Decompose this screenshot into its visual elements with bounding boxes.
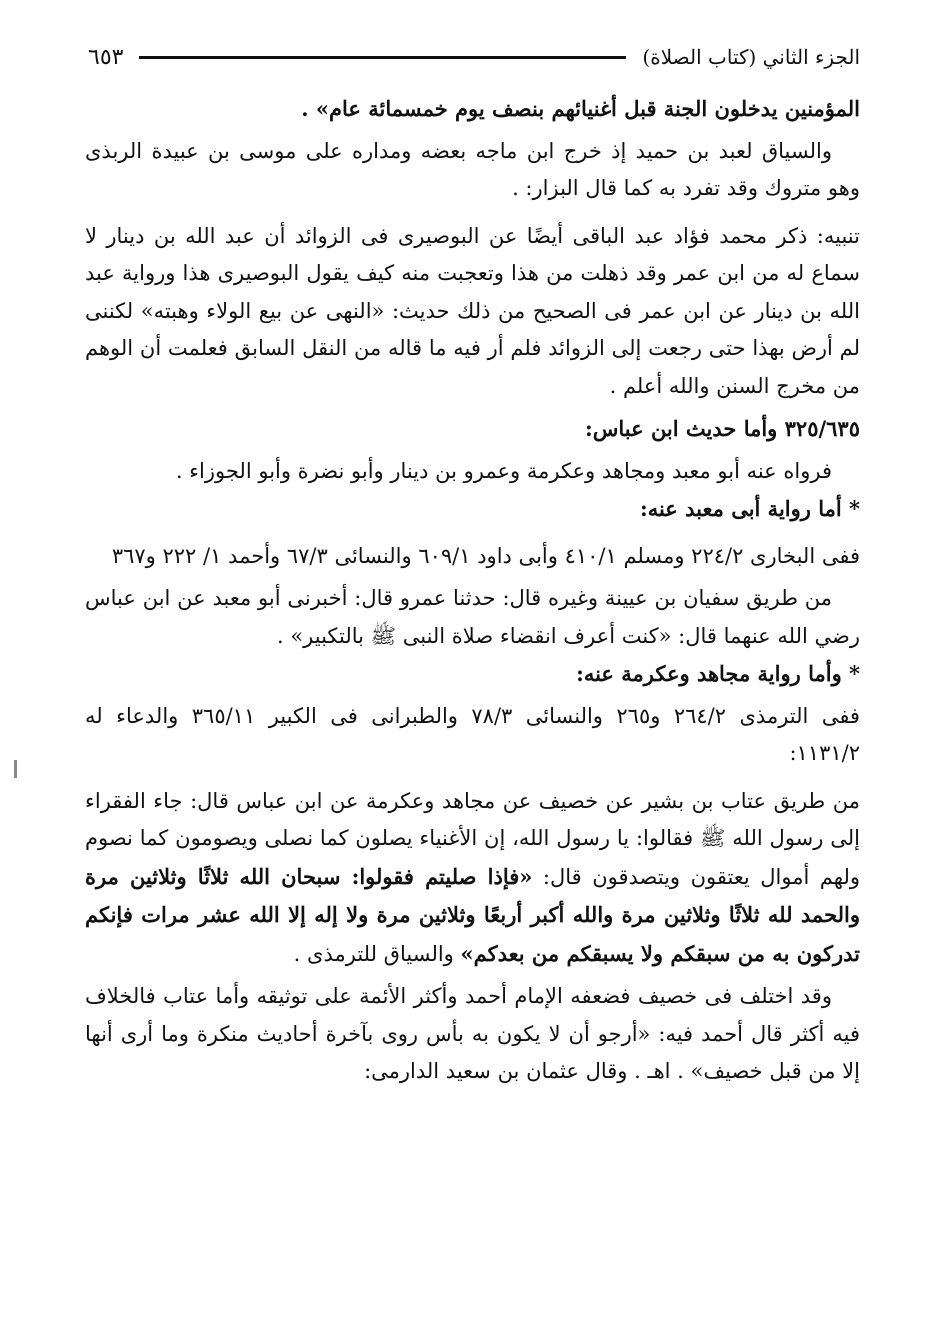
paragraph-narrators: فرواه عنه أبو معبد ومجاهد وعكرمة وعمرو بن دينار وأبو نضرة وأبو الجوزاء .	[175, 458, 832, 483]
paragraph-sources-2: ففى الترمذى ٢٦٤/٢ و٢٦٥ والنسائى ٧٨/٣ والطبرانى فى الكبير ٣٦٥/١١ والدعاء له ١١٣١/٢:	[85, 703, 860, 765]
paragraph-context: والسياق لعبد بن حميد إذ خرج ابن ماجه بعضه ومداره على موسى بن عبيدة الربذى وهو متروك وقد تفرد به كما قال البزار: .	[85, 138, 860, 200]
running-title: الجزء الثاني (كتاب الصلاة)	[642, 45, 860, 69]
chain-2-attribution: والسياق للترمذى .	[293, 941, 454, 966]
page-body	[85, 90, 860, 1091]
header-rule	[139, 56, 626, 59]
page-header	[88, 40, 860, 74]
paragraph-continuation: المؤمنين يدخلون الجنة قبل أغنيائهم بنصف يوم خمسمائة عام» .	[301, 96, 860, 121]
subheading-abu-mabad: * أما رواية أبى معبد عنه:	[639, 496, 860, 521]
paragraph-chain-2	[85, 783, 860, 974]
chain-2-intro: من طريق عتاب بن بشير عن خصيف عن مجاهد وعكرمة عن ابن عباس قال: جاء الفقراء إلى رسول الله ﷺ فقالوا: يا رسول الله، إن الأغنياء يصلون كما نصلى ويصومون كما نصوم ولهم أموال يعتقون ويتصدقون قال:	[85, 788, 860, 889]
chain-2-hadith-text: «فإذا صليتم فقولوا: سبحان الله ثلاثًا وثلاثين مرة والحمد لله ثلاثًا وثلاثين مرة والله أكبر أربعًا وثلاثين مرة ولا إله إلا الله عشر مرات فإنكم تدركون به من سبقكم ولا يسبقكم من بعدكم»	[85, 863, 860, 966]
subheading-mujahid-ikrimah: * وأما رواية مجاهد وعكرمة عنه:	[576, 661, 860, 686]
paragraph-sources-1: ففى البخارى ٢٢٤/٢ ومسلم ٤١٠/١ وأبى داود ٦٠٩/١ والنسائى ٦٧/٣ وأحمد ١/ ٢٢٢ و٣٦٧	[111, 543, 860, 568]
page-number: ٦٥٣	[88, 44, 124, 70]
paragraph-note: تنبيه: ذكر محمد فؤاد عبد الباقى أيضًا عن البوصيرى فى الزوائد أن عبد الله بن دينار لا سماع له من ابن عمر وقد ذهلت من هذا وتعجبت منه كيف يقول البوصيرى هذا ورواية عبد الله بن دينار عن ابن عمر فى الصحيح من ذلك حديث: «النهى عن بيع الولاء وهبته» لكننى لم أرض بهذا حتى رجعت إلى الزوائد فلم أر فيه ما قاله من النقل السابق فعلمت أن الوهم من مخرج السنن والله أعلم .	[85, 223, 860, 398]
section-heading-ibn-abbas: ٣٢٥/٦٣٥ وأما حديث ابن عباس:	[584, 416, 860, 441]
paragraph-chain-1: من طريق سفيان بن عيينة وغيره قال: حدثنا عمرو قال: أخبرنى أبو معبد عن ابن عباس رضي الله عنهما قال: «كنت أعرف انقضاء صلاة النبى ﷺ بالتكبير» .	[85, 586, 860, 648]
margin-mark	[14, 760, 17, 778]
paragraph-grading: وقد اختلف فى خصيف فضعفه الإمام أحمد وأكثر الأئمة على توثيقه وأما عتاب فالخلاف فيه أكثر قال أحمد فيه: «أرجو أن لا يكون به بأس روى بآخرة أحاديث منكرة وما أرى أنها إلا من قبل خصيف» . اهـ . وقال عثمان بن سعيد الدارمى:	[85, 984, 860, 1083]
